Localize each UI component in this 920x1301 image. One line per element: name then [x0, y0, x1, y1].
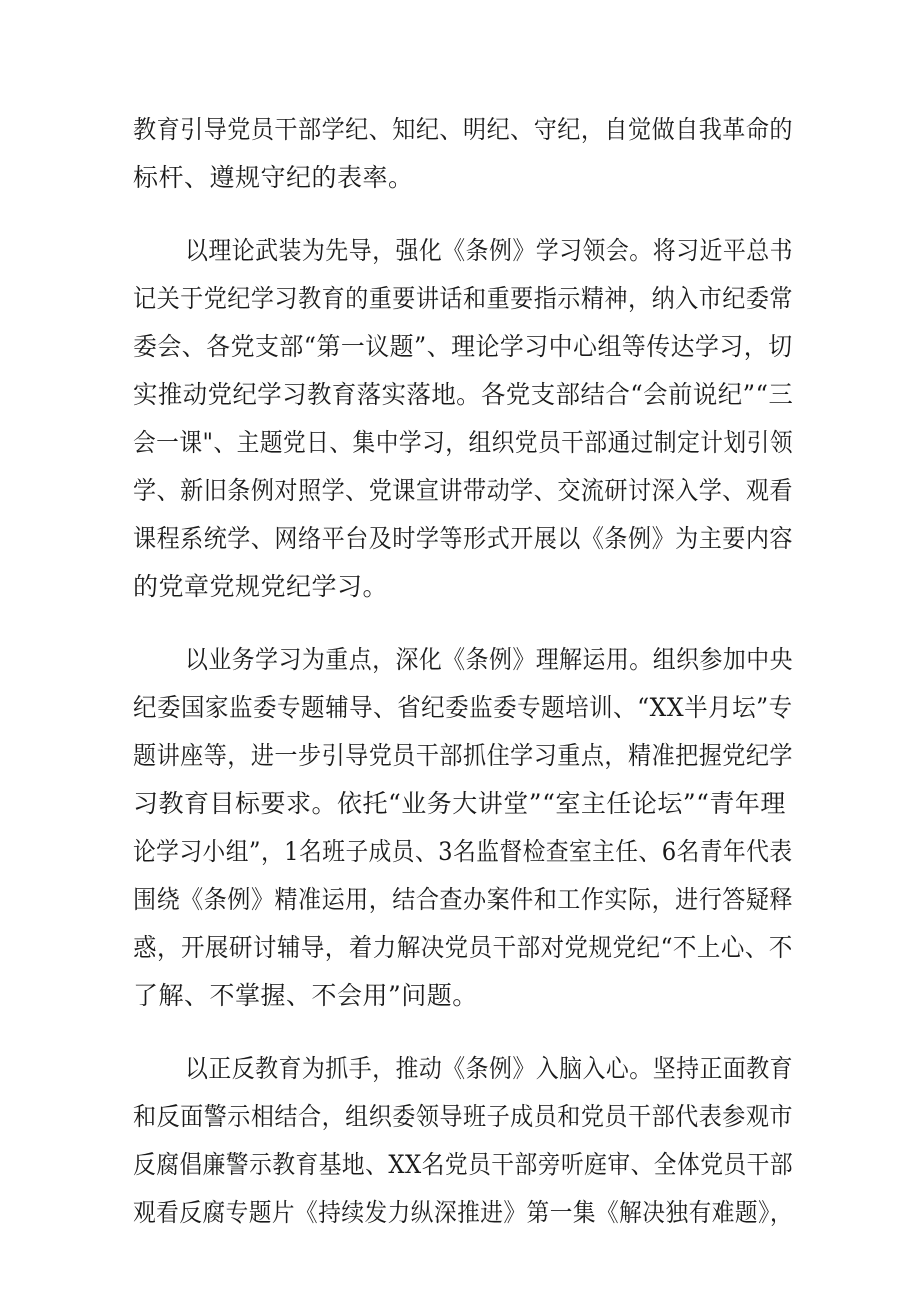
paragraph-2-line-6: 学、新旧条例对照学、党课宣讲带动学、交流研讨深入学、观看	[133, 476, 794, 505]
paragraph-3-line-2: 纪委国家监委专题辅导、省纪委监委专题培训、“XX半月坛”专	[133, 693, 793, 722]
paragraph-2-line-3: 委会、各党支部“第一议题”、理论学习中心组等传达学习，切	[133, 332, 793, 361]
paragraph-2-line-4: 实推动党纪学习教育落实落地。各党支部结合“会前说纪”“三	[133, 380, 794, 409]
paragraph-3-line-5: 论学习小组”，1名班子成员、3名监督检查室主任、6名青年代表	[133, 837, 793, 866]
paragraph-4-line-2: 和反面警示相结合，组织委领导班子成员和党员干部代表参观市	[133, 1102, 794, 1131]
paragraph-3-line-8: 了解、不掌握、不会用”问题。	[133, 981, 478, 1010]
paragraph-2-line-2: 记关于党纪学习教育的重要讲话和重要指示精神，纳入市纪委常	[133, 284, 794, 313]
paragraph-3-line-6: 围绕《条例》精准运用，结合查办案件和工作实际，进行答疑释	[133, 885, 794, 914]
paragraph-4-line-4: 观看反腐专题片《持续发力纵深推进》第一集《解决独有难题》，	[133, 1198, 794, 1227]
paragraph-2-line-8: 的党章党规党纪学习。	[133, 572, 389, 601]
paragraph-3-line-1: 以业务学习为重点，深化《条例》理解运用。组织参加中央	[185, 645, 794, 674]
paragraph-1-line-2: 标杆、遵规守纪的表率。	[133, 163, 414, 192]
paragraph-2-line-5: 会一课"、主题党日、集中学习，组织党员干部通过制定计划引领	[133, 428, 794, 457]
paragraph-2-line-1: 以理论武装为先导，强化《条例》学习领会。将习近平总书	[185, 236, 794, 265]
paragraph-3-line-3: 题讲座等，进一步引导党员干部抓住学习重点，精准把握党纪学	[133, 741, 794, 770]
paragraph-2-line-7: 课程系统学、网络平台及时学等形式开展以《条例》为主要内容	[133, 524, 794, 553]
paragraph-4-line-1: 以正反教育为抓手，推动《条例》入脑入心。坚持正面教育	[185, 1054, 794, 1083]
paragraph-4-line-3: 反腐倡廉警示教育基地、XX名党员干部旁听庭审、全体党员干部	[133, 1150, 794, 1179]
paragraph-3-line-7: 惑，开展研讨辅导，着力解决党员干部对党规党纪“不上心、不	[133, 933, 793, 962]
paragraph-1-line-1: 教育引导党员干部学纪、知纪、明纪、守纪，自觉做自我革命的	[133, 115, 794, 144]
paragraph-3-line-4: 习教育目标要求。依托“业务大讲堂”“室主任论坛”“青年理	[133, 789, 786, 818]
